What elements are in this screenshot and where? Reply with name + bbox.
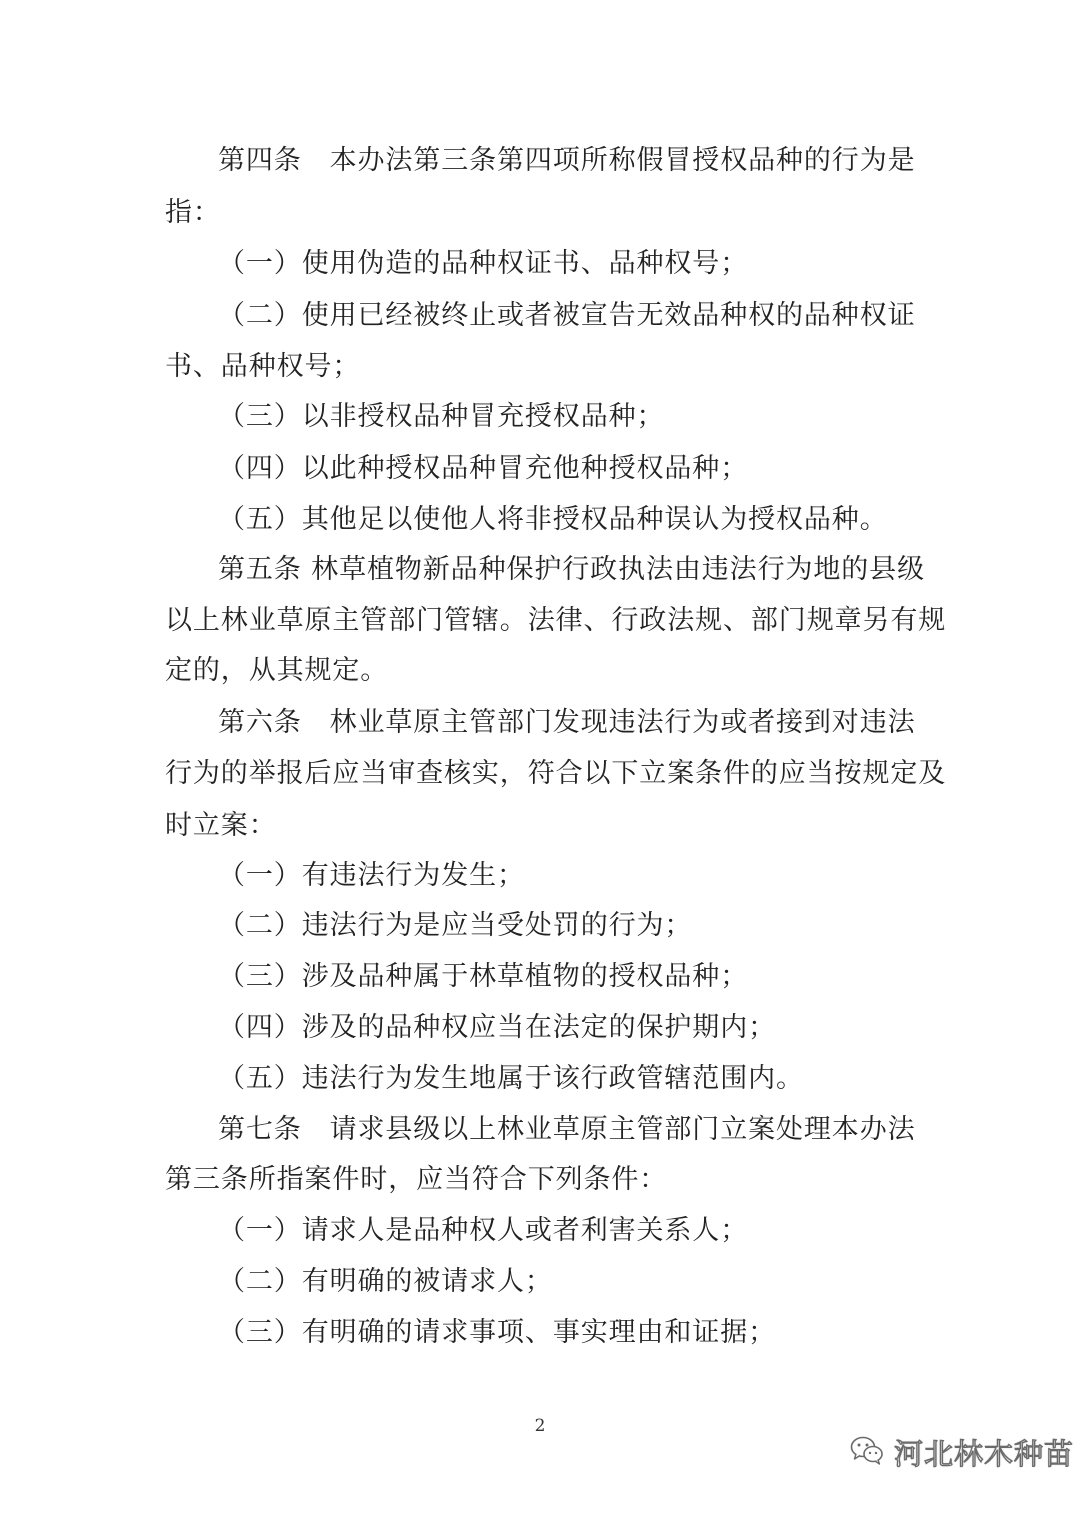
text-line: （三）有明确的请求事项、事实理由和证据； [218,1317,776,1348]
text-line: 以上林业草原主管部门管辖。法律、行政法规、部门规章另有规 [165,605,947,636]
text-line: 书、品种权号； [165,351,361,382]
text-line: 时立案： [165,810,277,841]
watermark-text: 河北林木种苗 [894,1436,1075,1471]
text-line: 第六条 林业草原主管部门发现违法行为或者接到对违法 [218,707,916,738]
text-line: （二）违法行为是应当受处罚的行为； [218,910,693,941]
text-line: 定的，从其规定。 [165,655,389,686]
text-line: （四）涉及的品种权应当在法定的保护期内； [218,1012,776,1043]
text-line: 第七条 请求县级以上林业草原主管部门立案处理本办法 [218,1114,916,1145]
text-line: 第三条所指案件时，应当符合下列条件： [165,1164,668,1195]
text-line: 第五条 林草植物新品种保护行政执法由违法行为地的县级 [218,554,925,585]
text-line: （五）违法行为发生地属于该行政管辖范围内。 [218,1063,804,1094]
text-line: （一）有违法行为发生； [218,860,525,891]
text-line: （一）使用伪造的品种权证书、品种权号； [218,248,749,279]
text-line: 第四条 本办法第三条第四项所称假冒授权品种的行为是 [218,145,916,176]
text-line: （三）以非授权品种冒充授权品种； [218,401,665,432]
text-line: （二）有明确的被请求人； [218,1266,553,1297]
text-line: （二）使用已经被终止或者被宣告无效品种权的品种权证 [218,300,916,331]
text-line: 行为的举报后应当审查核实，符合以下立案条件的应当按规定及 [165,758,947,789]
text-line: 指： [165,197,221,228]
text-line: （四）以此种授权品种冒充他种授权品种； [218,453,749,484]
watermark [850,1430,1074,1474]
text-line: （三）涉及品种属于林草植物的授权品种； [218,961,749,992]
text-line: （五）其他足以使他人将非授权品种误认为授权品种。 [218,504,888,535]
text-line: （一）请求人是品种权人或者利害关系人； [218,1215,749,1246]
wechat-icon [850,1435,884,1469]
page-number: 2 [534,1416,546,1436]
